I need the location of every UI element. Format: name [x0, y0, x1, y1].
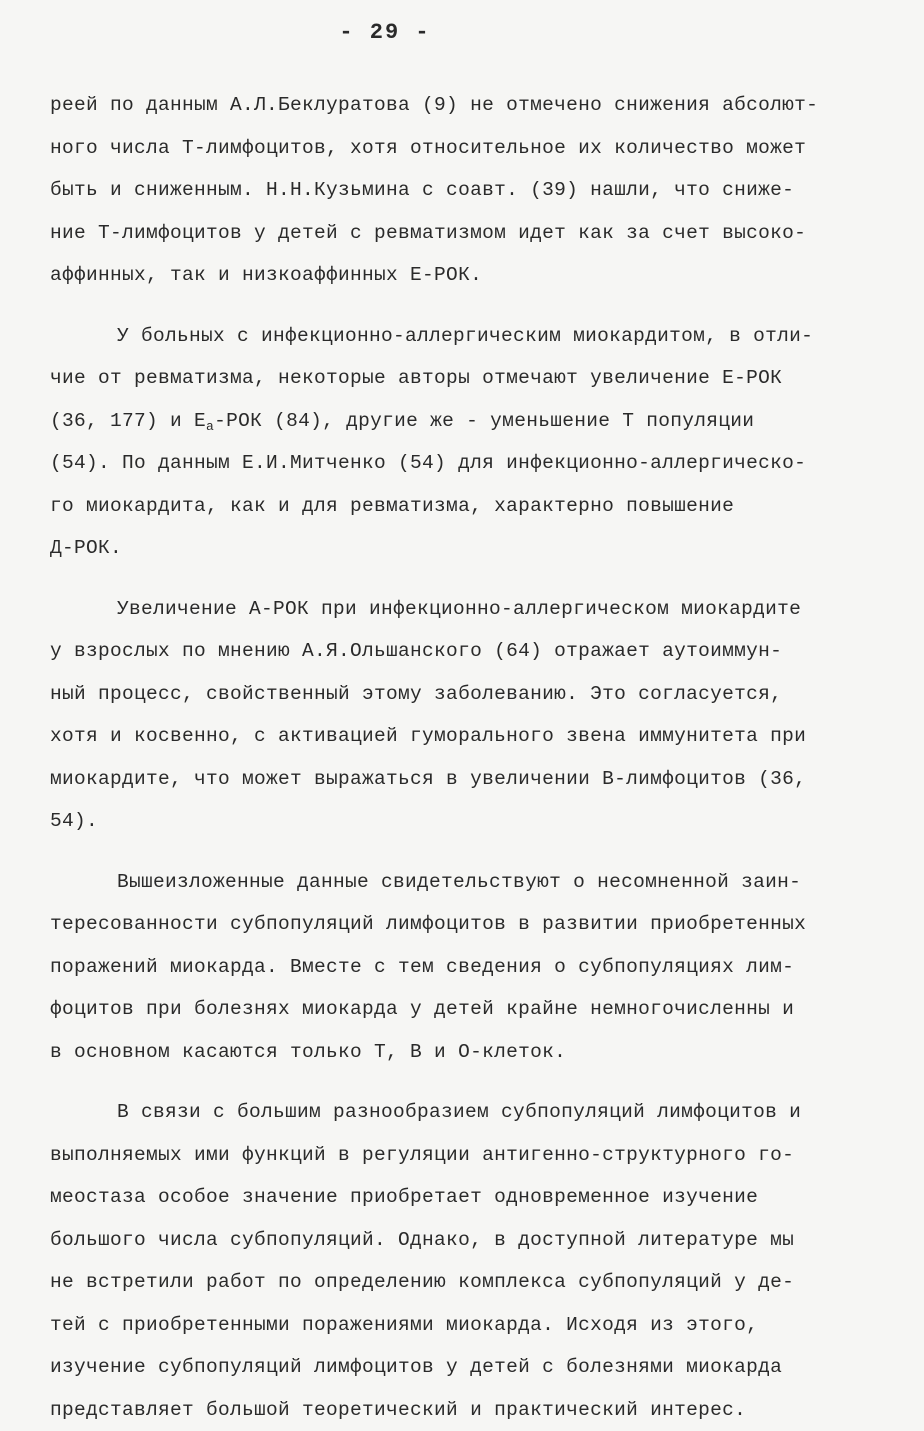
text-line: выполняемых ими функций в регуляции антигенно-структурного го-: [50, 1134, 880, 1177]
text-line: не встретили работ по определению комплекса субпопуляций у де-: [50, 1261, 880, 1304]
text-line: хотя и косвенно, с активацией гуморального звена иммунитета при: [50, 715, 880, 758]
text-line: миокардите, что может выражаться в увеличении В-лимфоцитов (36,: [50, 758, 880, 801]
paragraph: [50, 861, 880, 1074]
text-line: фоцитов при болезнях миокарда у детей крайне немногочисленны и: [50, 988, 880, 1031]
text-line: Увеличение А-РОК при инфекционно-аллергическом миокардите: [50, 588, 880, 631]
text-line: (54). По данным Е.И.Митченко (54) для инфекционно-аллергическо-: [50, 442, 880, 485]
text-line: В связи с большим разнообразием субпопуляций лимфоцитов и: [50, 1091, 880, 1134]
paragraph: [50, 588, 880, 843]
text-line: у взрослых по мнению А.Я.Ольшанского (64) отражает аутоиммун-: [50, 630, 880, 673]
text-line: быть и сниженным. Н.Н.Кузьмина с соавт. (39) нашли, что сниже-: [50, 169, 880, 212]
text-line: реей по данным А.Л.Беклуратова (9) не отмечено снижения абсолют-: [50, 84, 880, 127]
text-line: [50, 400, 880, 443]
paragraph: [50, 84, 880, 297]
text-line: чие от ревматизма, некоторые авторы отмечают увеличение Е-РОК: [50, 357, 880, 400]
text-line: поражений миокарда. Вместе с тем сведения о субпопуляциях лим-: [50, 946, 880, 989]
text-line: тересованности субпопуляций лимфоцитов в развитии приобретенных: [50, 903, 880, 946]
text-line: 54).: [50, 800, 880, 843]
text-fragment: (36, 177) и Е: [50, 410, 206, 432]
text-line: аффинных, так и низкоаффинных Е-РОК.: [50, 254, 880, 297]
page-number: - 29 -: [0, 20, 770, 45]
text-line: го миокардита, как и для ревматизма, характерно повышение: [50, 485, 880, 528]
text-line: Вышеизложенные данные свидетельствуют о несомненной заин-: [50, 861, 880, 904]
subscript: a: [206, 419, 214, 434]
document-body: [50, 84, 880, 1431]
text-line: меостаза особое значение приобретает одновременное изучение: [50, 1176, 880, 1219]
text-fragment: -РОК (84), другие же - уменьшение Т популяции: [214, 410, 754, 432]
text-line: тей с приобретенными поражениями миокарда. Исходя из этого,: [50, 1304, 880, 1347]
paragraph: [50, 1091, 880, 1431]
text-line: ного числа Т-лимфоцитов, хотя относительное их количество может: [50, 127, 880, 170]
text-line: представляет большой теоретический и практический интерес.: [50, 1389, 880, 1431]
text-line: У больных с инфекционно-аллергическим миокардитом, в отли-: [50, 315, 880, 358]
paragraph: [50, 315, 880, 570]
text-line: ние Т-лимфоцитов у детей с ревматизмом идет как за счет высоко-: [50, 212, 880, 255]
text-line: большого числа субпопуляций. Однако, в доступной литературе мы: [50, 1219, 880, 1262]
text-line: Д-РОК.: [50, 527, 880, 570]
text-line: в основном касаются только Т, В и О-клеток.: [50, 1031, 880, 1074]
text-line: ный процесс, свойственный этому заболеванию. Это согласуется,: [50, 673, 880, 716]
text-line: изучение субпопуляций лимфоцитов у детей с болезнями миокарда: [50, 1346, 880, 1389]
